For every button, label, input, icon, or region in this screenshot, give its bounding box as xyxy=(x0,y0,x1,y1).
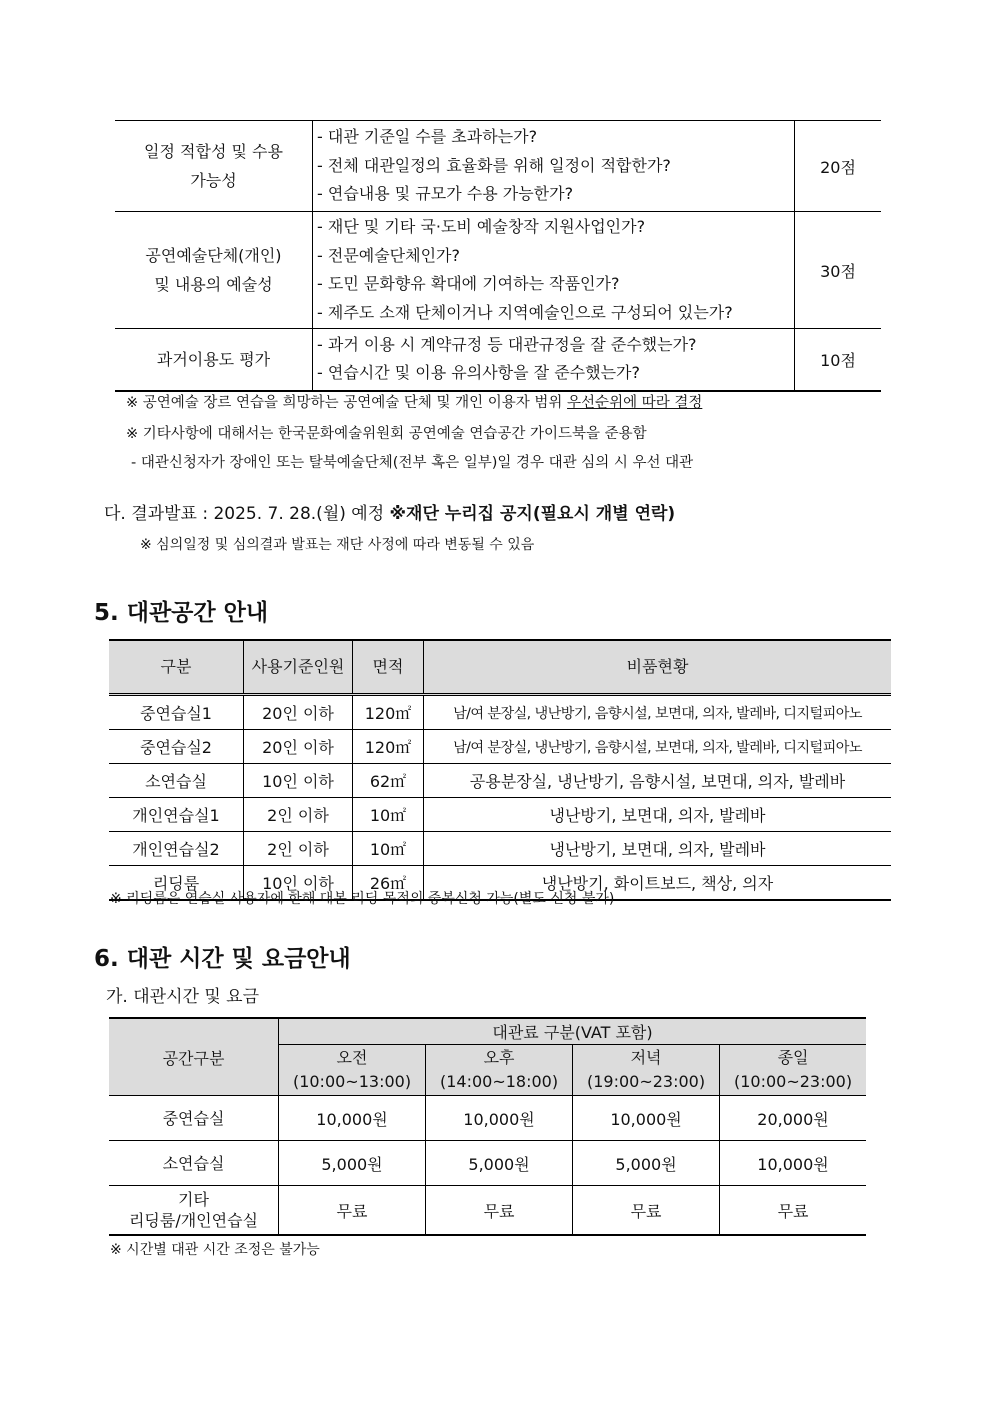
criteria-row xyxy=(115,329,881,391)
header-period-evening xyxy=(573,1045,720,1096)
fee-table xyxy=(109,1017,866,1236)
criteria-detail: - 연습내용 및 규모가 수용 가능한가? xyxy=(317,184,574,204)
header-period-afternoon xyxy=(426,1045,573,1096)
space-name: 리딩룸 xyxy=(109,866,244,901)
table-row xyxy=(109,1096,866,1141)
priority-note-text: ※ 공연예술 장르 연습을 희망하는 공연예술 단체 및 개인 이용자 범위 xyxy=(126,395,568,411)
header-capacity: 사용기준인원 xyxy=(244,640,353,695)
period-name: 저녁 xyxy=(630,1048,662,1067)
table-row xyxy=(109,798,891,832)
criteria-item xyxy=(115,329,313,391)
table-row xyxy=(109,1141,866,1186)
space-name: 중연습실1 xyxy=(139,704,212,723)
fee-value: 10,000원 xyxy=(279,1096,426,1141)
space-equipment: 공용분장실, 냉난방기, 음향시설, 보면대, 의자, 발레바 xyxy=(424,764,892,798)
criteria-item-line: 과거이용도 평가 xyxy=(156,349,271,369)
criteria-detail: - 전문예술단체인가? xyxy=(317,245,460,265)
fee-value: 5,000원 xyxy=(573,1141,720,1186)
criteria-row xyxy=(115,121,881,212)
period-time: (19:00~23:00) xyxy=(586,1072,706,1091)
priority-note-underlined: 우선순위에 따라 결정 xyxy=(567,395,703,411)
fee-value: 20,000원 xyxy=(720,1096,866,1141)
fee-value: 무료 xyxy=(426,1186,573,1236)
table-row xyxy=(109,730,891,764)
reading-room-note: ※ 리딩룸은 연습실 사용자에 한해 대본 리딩 목적의 중복신청 가능(별도 신청 불가) xyxy=(110,891,615,907)
header-area: 면적 xyxy=(353,640,424,695)
space-equipment: 냉난방기, 화이트보드, 책상, 의자 xyxy=(424,866,892,901)
fee-space-line: 기타 xyxy=(178,1190,209,1209)
criteria-item xyxy=(115,212,313,329)
criteria-detail: - 과거 이용 시 계약규정 등 대관규정을 잘 준수했는가? xyxy=(317,334,697,354)
header-period-fullday xyxy=(720,1045,866,1096)
space-equipment: 냉난방기, 보면대, 의자, 발레바 xyxy=(424,832,892,866)
space-capacity: 20인 이하 xyxy=(244,695,353,730)
fee-value: 무료 xyxy=(720,1186,866,1236)
table-row xyxy=(109,695,891,730)
header-category: 구분 xyxy=(109,640,244,695)
period-time: (10:00~23:00) xyxy=(733,1072,853,1091)
criteria-details xyxy=(313,212,795,329)
criteria-item-line: 및 내용의 예술성 xyxy=(154,275,273,294)
space-capacity: 10인 이하 xyxy=(244,866,353,901)
section5-title: 5. 대관공간 안내 xyxy=(94,600,269,626)
space-equipment: 남/여 분장실, 냉난방기, 음향시설, 보면대, 의자, 발레바, 디지털피아노 xyxy=(424,730,892,764)
fee-space-name: 소연습실 xyxy=(109,1141,279,1186)
criteria-detail: - 전체 대관일정의 효율화를 위해 일정이 적합한가? xyxy=(317,155,671,175)
criteria-score: 10점 xyxy=(795,329,882,391)
criteria-score: 20점 xyxy=(820,157,856,177)
fee-space-name xyxy=(109,1186,279,1236)
fee-value: 5,000원 xyxy=(426,1141,573,1186)
guidebook-note: ※ 기타사항에 대해서는 한국문화예술위원회 공연예술 연습공간 가이드북을 준용함 xyxy=(126,426,647,442)
fee-table-header-group xyxy=(109,1018,866,1045)
space-capacity: 20인 이하 xyxy=(244,730,353,764)
fee-value: 10,000원 xyxy=(426,1096,573,1141)
space-capacity: 2인 이하 xyxy=(244,798,353,832)
criteria-row xyxy=(115,212,881,329)
space-area: 62㎡ xyxy=(353,764,424,798)
period-name: 종일 xyxy=(777,1048,809,1067)
header-period-morning xyxy=(279,1045,426,1096)
space-name: 개인연습실1 xyxy=(109,798,244,832)
priority-note xyxy=(126,391,702,412)
criteria-item-line: 공연예술단체(개인) xyxy=(145,246,282,265)
space-capacity: 2인 이하 xyxy=(244,832,353,866)
priority-rental-note: - 대관신청자가 장애인 또는 탈북예술단체(전부 혹은 일부)일 경우 대관 심의 시 우선 대관 xyxy=(131,455,694,471)
fee-value: 5,000원 xyxy=(279,1141,426,1186)
period-name: 오전 xyxy=(336,1048,368,1067)
fee-space-name: 중연습실 xyxy=(109,1096,279,1141)
result-note: ※ 심의일정 및 심의결과 발표는 재단 사정에 따라 변동될 수 있음 xyxy=(140,537,535,553)
criteria-detail: - 연습시간 및 이용 유의사항을 잘 준수했는가? xyxy=(317,363,640,383)
space-name: 개인연습실2 xyxy=(109,832,244,866)
space-table xyxy=(109,639,891,901)
space-table-header xyxy=(109,640,891,695)
criteria-detail: - 제주도 소재 단체이거나 지역예술인으로 구성되어 있는가? xyxy=(317,302,733,322)
header-space-category: 공간구분 xyxy=(109,1018,279,1096)
space-area: 120㎡ xyxy=(353,730,424,764)
fee-value: 10,000원 xyxy=(720,1141,866,1186)
section6-title: 6. 대관 시간 및 요금안내 xyxy=(94,946,351,972)
criteria-detail: - 대관 기준일 수를 초과하는가? xyxy=(317,127,538,147)
table-row xyxy=(109,1186,866,1236)
fee-value: 10,000원 xyxy=(573,1096,720,1141)
result-announcement-bold: ※재단 누리집 공지(필요시 개별 연락) xyxy=(389,504,676,524)
space-capacity: 10인 이하 xyxy=(244,764,353,798)
space-area: 120㎡ xyxy=(353,695,424,730)
space-area: 26㎡ xyxy=(353,866,424,901)
section6-subtitle: 가. 대관시간 및 요금 xyxy=(106,987,259,1007)
space-equipment: 남/여 분장실, 냉난방기, 음향시설, 보면대, 의자, 발레바, 디지털피아노 xyxy=(424,695,892,730)
table-row xyxy=(109,832,891,866)
table-row xyxy=(109,764,891,798)
criteria-details xyxy=(313,121,795,212)
criteria-detail: - 도민 문화향유 확대에 기여하는 작품인가? xyxy=(317,274,620,293)
evaluation-criteria-table xyxy=(115,120,881,392)
fee-space-line: 리딩룸/개인연습실 xyxy=(128,1211,259,1230)
period-time: (10:00~13:00) xyxy=(292,1072,412,1091)
criteria-item-line: 일정 적합성 및 수용 xyxy=(144,142,283,161)
space-area: 10㎡ xyxy=(353,798,424,832)
fee-value: 무료 xyxy=(573,1186,720,1236)
result-announcement-text: 다. 결과발표 : 2025. 7. 28.(월) 예정 xyxy=(104,504,390,524)
space-area: 10㎡ xyxy=(353,832,424,866)
fee-value: 무료 xyxy=(279,1186,426,1236)
period-time: (14:00~18:00) xyxy=(439,1072,559,1091)
space-name: 중연습실2 xyxy=(109,730,244,764)
time-adjust-note: ※ 시간별 대관 시간 조정은 불가능 xyxy=(110,1242,320,1258)
space-name: 소연습실 xyxy=(109,764,244,798)
header-equipment: 비품현황 xyxy=(424,640,892,695)
criteria-detail: - 재단 및 기타 국·도비 예술창작 지원사업인가? xyxy=(317,217,646,236)
criteria-item-line: 가능성 xyxy=(190,171,237,190)
criteria-details xyxy=(313,329,795,391)
result-announcement xyxy=(104,499,675,524)
period-name: 오후 xyxy=(483,1048,515,1067)
space-equipment: 냉난방기, 보면대, 의자, 발레바 xyxy=(424,798,892,832)
criteria-score: 30점 xyxy=(795,212,882,329)
header-fee-category: 대관료 구분(VAT 포함) xyxy=(279,1018,867,1045)
criteria-item xyxy=(115,121,313,212)
